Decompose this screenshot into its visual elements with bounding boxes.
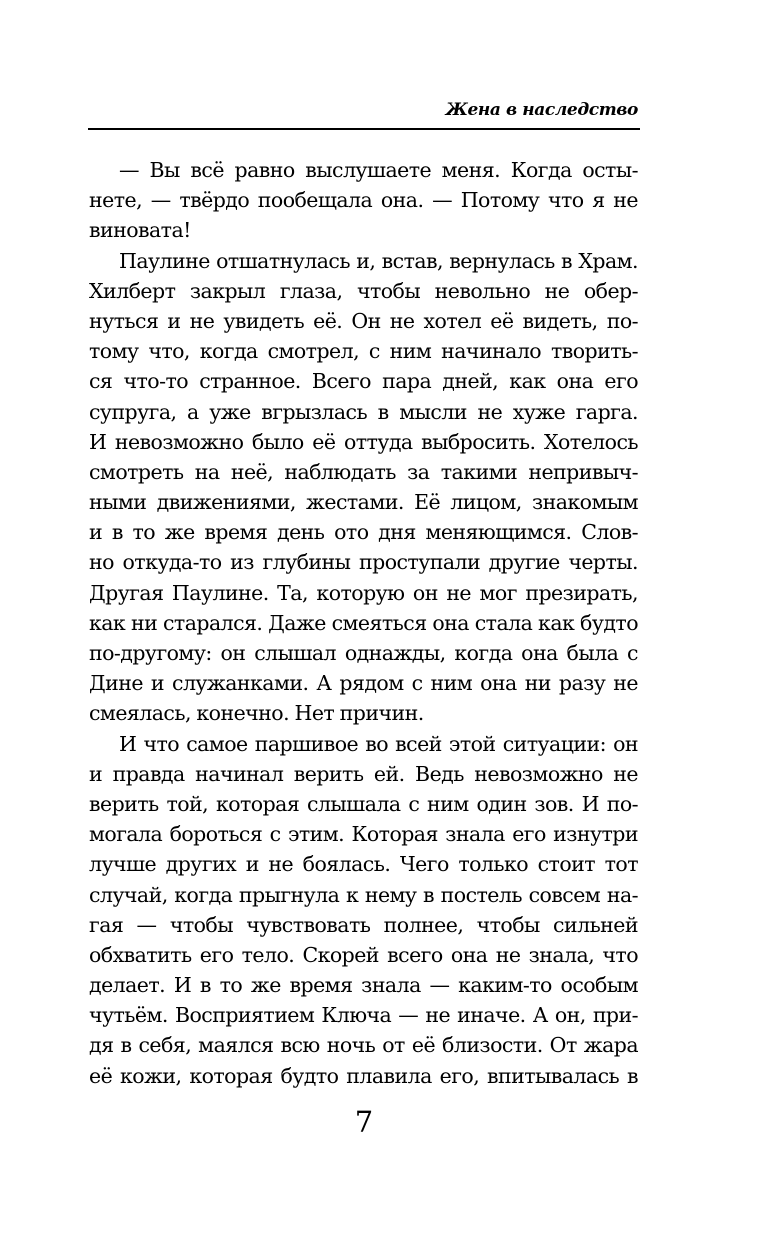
text-line: нуться и не увидеть её. Он не хотел её видеть, по- xyxy=(89,308,638,333)
text-line: могала бороться с этим. Которая знала его изнутри xyxy=(89,822,638,847)
text-line: нете, — твёрдо пообещала она. — Потому что я не xyxy=(89,188,638,213)
text-line: чутьём. Восприятием Ключа — не иначе. А он, при- xyxy=(89,1003,638,1028)
text-line: смотреть на неё, наблюдать за такими непривыч- xyxy=(89,459,638,484)
header-divider xyxy=(88,128,640,130)
text-line: Дине и служанками. А рядом с ним она ни разу не xyxy=(89,671,638,696)
text-line: случай, когда прыгнула к нему в постель совсем на- xyxy=(89,882,638,907)
text-line: Хилберт закрыл глаза, чтобы невольно не обер- xyxy=(89,278,638,303)
text-line: лучше других и не боялась. Чего только стоит тот xyxy=(89,852,638,877)
text-line: но откуда-то из глубины проступали другие черты. xyxy=(89,550,638,575)
text-line: и правда начинал верить ей. Ведь невозможно не xyxy=(89,761,638,786)
text-line: по-другому: он слышал однажды, когда она была с xyxy=(89,641,638,665)
text-line: виновата! xyxy=(89,218,191,243)
text-line: как ни старался. Даже смеяться она стала как будто xyxy=(89,610,638,635)
text-line: её кожи, которая будто плавила его, впитывалась в xyxy=(89,1063,638,1088)
text-line: И что самое паршивое во всей этой ситуации: он xyxy=(119,731,638,756)
text-line: И невозможно было её оттуда выбросить. Хотелось xyxy=(89,429,638,454)
text-line: верить той, которая слышала с ним один зов. И по- xyxy=(89,791,638,816)
text-line: тому что, когда смотрел, с ним начинало творить- xyxy=(89,339,638,364)
text-line: и в то же время день ото дня меняющимся. Слов- xyxy=(89,520,638,545)
text-line: делает. И в то же время знала — каким-то особым xyxy=(89,973,638,998)
text-line: Другая Паулине. Та, которую он не мог презирать, xyxy=(89,580,638,605)
body-text xyxy=(89,155,638,1091)
text-line: гая — чтобы чувствовать полнее, чтобы сильней xyxy=(89,912,638,937)
text-line: ся что-то странное. Всего пара дней, как она его xyxy=(89,369,638,394)
text-line: дя в себя, маялся всю ночь от её близости. От жара xyxy=(89,1033,638,1058)
text-line: Паулине отшатнулась и, встав, вернулась в Храм. xyxy=(119,248,638,273)
page-number: 7 xyxy=(354,1105,374,1139)
running-header-title: Жена в наследство xyxy=(445,100,638,120)
text-line: ными движениями, жестами. Её лицом, знакомым xyxy=(89,490,638,515)
text-line: — Вы всё равно выслушаете меня. Когда осты- xyxy=(119,158,638,182)
text-line: смеялась, конечно. Нет причин. xyxy=(89,701,424,726)
text-line: обхватить его тело. Скорей всего она не знала, что xyxy=(89,942,638,967)
text-line: супруга, а уже вгрызлась в мысли не хуже гарга. xyxy=(89,399,638,424)
